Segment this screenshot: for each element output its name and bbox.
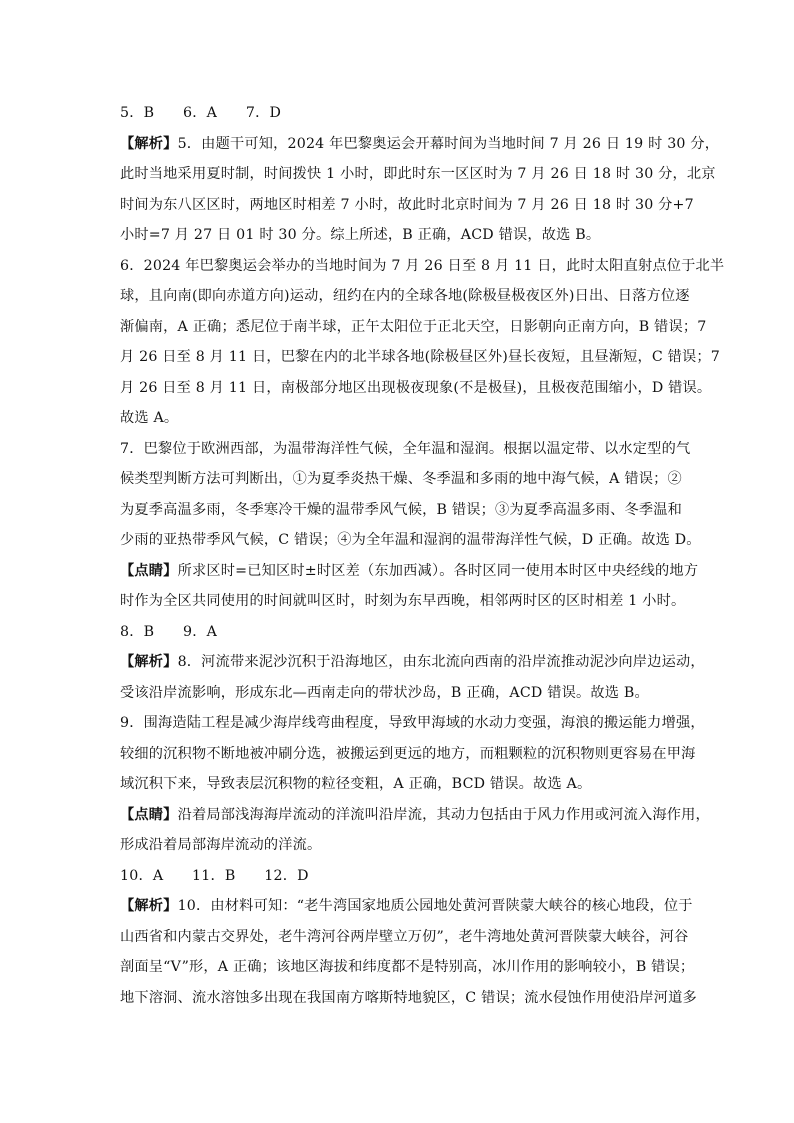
- line-text: 候类型判断方法可判断出，①为夏季炎热干燥、冬季温和多雨的地中海气候，A 错误；②: [120, 471, 682, 487]
- line-text: 10．A 11．B 12．D: [120, 868, 309, 884]
- text-line: [120, 256, 725, 276]
- section-tag: 【解析】: [120, 654, 178, 670]
- line-text: 渐偏南，A 正确；悉尼位于南半球，正午太阳位于正北天空，日影朝向正南方向，B 错误；7: [120, 319, 707, 335]
- line-text: 域沉积下来，导致表层沉积物的粒径变粗，A 正确，BCD 错误。故选 A。: [120, 776, 592, 792]
- text-line: [120, 195, 694, 215]
- text-line: [120, 408, 680, 428]
- analysis-line: [120, 896, 693, 916]
- line-text: 剖面呈“V”形，A 正确；该地区海拔和纬度都不是特别高，冰川作用的影响较小，B 错误；: [120, 959, 695, 975]
- text-line: [120, 225, 680, 245]
- text-line: [120, 957, 695, 977]
- analysis-line: [120, 652, 705, 672]
- text-line: [120, 439, 691, 459]
- line-text: 故选 A。: [120, 410, 179, 426]
- line-text: 少雨的亚热带季风气候，C 错误；④为全年温和湿润的温带海洋性气候，D 正确。故选 D。: [120, 532, 701, 548]
- answer-line-5-7: [120, 103, 680, 123]
- line-text: 地下溶洞、流水溶蚀多出现在我国南方喀斯特地貌区，C 错误；流水侵蚀作用使沿岸河道多: [120, 990, 697, 1006]
- line-text: 受该沿岸流影响，形成东北—西南走向的带状沙岛，B 正确，ACD 错误。故选 B。: [120, 685, 649, 701]
- text-line: [120, 744, 696, 764]
- key-point-line: [120, 805, 710, 825]
- text-line: [120, 835, 680, 855]
- text-line: [120, 988, 697, 1008]
- answer-line-8-9: [120, 622, 680, 642]
- line-text: 山西省和内蒙古交界处，老牛湾河谷两岸壁立万仞”，老牛湾地处黄河晋陕蒙大峡谷，河谷: [120, 929, 689, 945]
- line-text: 时间为东八区区时，两地区时相差 7 小时，故此时北京时间为 7 月 26 日 18 时 30 分+7: [120, 197, 694, 213]
- text-line: [120, 774, 680, 794]
- analysis-line: [120, 134, 720, 154]
- text-line: [120, 469, 680, 489]
- line-text: 较细的沉积物不断地被冲刷分选，被搬运到更远的地方，而粗颗粒的沉积物则更容易在甲海: [120, 746, 696, 762]
- text-line: [120, 530, 701, 550]
- line-text: 5．B 6．A 7．D: [120, 105, 282, 121]
- line-text: 小时=7 月 27 日 01 时 30 分。综上所述，B 正确，ACD 错误，故选 B。: [120, 227, 601, 243]
- text-line: [120, 591, 686, 611]
- text-line: [120, 347, 721, 367]
- text-line: [120, 378, 712, 398]
- line-text: 为夏季高温多雨，冬季寒冷干燥的温带季风气候，B 错误；③为夏季高温多雨、冬季温和: [120, 502, 683, 518]
- line-text: 8．河流带来泥沙沉积于沿海地区，由东北流向西南的沿岸流推动泥沙向岸边运动，: [177, 654, 705, 670]
- line-text: 月 26 日至 8 月 11 日，南极部分地区出现极夜现象(不是极昼)，且极夜范围缩小，D 错误。: [120, 380, 712, 396]
- line-text: 时作为全区共同使用的时间就叫区时，时刻为东早西晚，相邻两时区的区时相差 1 小时。: [120, 593, 686, 609]
- text-line: [120, 713, 705, 733]
- line-text: 10．由材料可知：“老牛湾国家地质公园地处黄河晋陕蒙大峡谷的核心地段，位于: [177, 898, 693, 914]
- section-tag: 【点睛】: [120, 807, 178, 823]
- line-text: 8．B 9．A: [120, 624, 218, 640]
- text-line: [120, 683, 680, 703]
- section-tag: 【点睛】: [120, 563, 178, 579]
- line-text: 此时当地采用夏时制，时间拨快 1 小时，即此时东一区区时为 7 月 26 日 18 时 30 分，北京: [120, 166, 716, 182]
- line-text: 9．围海造陆工程是减少海岸线弯曲程度，导致甲海域的水动力变强，海浪的搬运能力增强，: [120, 715, 705, 731]
- line-text: 所求区时=已知区时±时区差（东加西减）。各时区同一使用本时区中央经线的地方: [177, 563, 699, 579]
- text-line: [120, 500, 683, 520]
- section-tag: 【解析】: [120, 136, 178, 152]
- text-line: [120, 317, 707, 337]
- section-tag: 【解析】: [120, 898, 178, 914]
- text-line: [120, 286, 690, 306]
- line-text: 5．由题干可知，2024 年巴黎奥运会开幕时间为当地时间 7 月 26 日 19 时 30 分，: [177, 136, 720, 152]
- line-text: 形成沿着局部海岸流动的洋流。: [120, 837, 322, 853]
- answer-line-10-12: [120, 866, 680, 886]
- line-text: 球，且向南(即向赤道方向)运动，纽约在内的全球各地(除极昼极夜区外)日出、日落方位逐: [120, 288, 690, 304]
- line-text: 月 26 日至 8 月 11 日，巴黎在内的北半球各地(除极昼区外)昼长夜短，且昼渐短，C 错误；7: [120, 349, 721, 365]
- text-line: [120, 164, 716, 184]
- line-text: 6．2024 年巴黎奥运会举办的当地时间为 7 月 26 日至 8 月 11 日，此时太阳直射点位于北半: [120, 258, 725, 274]
- key-point-line: [120, 561, 699, 581]
- text-line: [120, 927, 689, 947]
- line-text: 沿着局部浅海海岸流动的洋流叫沿岸流，其动力包括由于风力作用或河流入海作用，: [177, 807, 710, 823]
- line-text: 7．巴黎位于欧洲西部，为温带海洋性气候，全年温和湿润。根据以温定带、以水定型的气: [120, 441, 691, 457]
